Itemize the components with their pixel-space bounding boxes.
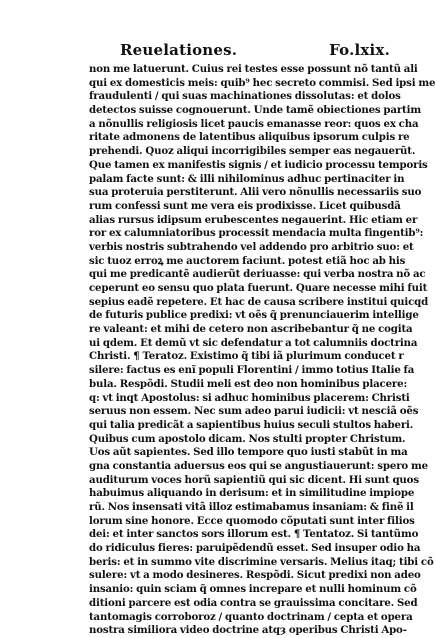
text-line: verbis nostris subtrahendo vel addendo pro arbitrio suo: et <box>89 240 414 253</box>
running-head <box>120 41 390 65</box>
text-line: sua proteruia perstiterunt. Alii vero nõnullis necessariis suo <box>89 186 422 199</box>
text-line: a nõnullis religiosis licet paucis emanasse reor: quos ex cha <box>89 117 419 130</box>
text-line: beris: et in summo vite discrimine versaris. Melius itaq; tibi cõ <box>89 555 434 568</box>
text-line: qui me predicantẽ audierũt deriuasse: qui verba nostra nõ ac <box>89 268 426 281</box>
text-line: dei: et inter sanctos sors illorum est. ¶ Tentatoz. Si tantũmo <box>89 528 419 541</box>
text-line: sepius eadẽ repetere. Et hac de causa scribere institui quicqd <box>89 295 429 308</box>
folio-number: Fo.lxix. <box>329 41 390 59</box>
text-line: tantomagis corroboroz / quanto doctrinam / cepta et opera <box>89 610 413 623</box>
text-block <box>89 63 435 637</box>
text-line: rum confessi sunt me vera eis prodixisse. Licet quibusdã <box>89 199 401 212</box>
text-line: do ridiculus fieres: paruipẽdendũ esset. Sed insuper odio ha <box>89 542 421 555</box>
text-line: Quibus cum apostolo dicam. Nos stulti propter Christum. <box>89 432 406 445</box>
text-line: ritate admonens de latentibus aliquibus ipsorum culpis re <box>89 131 410 144</box>
text-line: ror ex calumniatoribus processit mendacia multa fingentib⁹: <box>89 227 424 240</box>
text-line: non me latuerunt. Cuius rei testes esse possunt nõ tantũ ali <box>89 63 418 75</box>
text-line: Uos aũt sapientes. Sed illo tempore quo iusti stabũt in ma <box>89 446 408 459</box>
text-line: re valeant: et mihi de cetero non ascribebantur q̃ ne cogita <box>89 323 413 336</box>
text-line: alias rursus idipsum erubescentes negauerint. Hic etiam er <box>89 213 418 226</box>
text-line: seruus non essem. Nec sum adeo parui iudicii: vt nesciã oẽs <box>89 405 419 418</box>
text-line: de futuris publice predixi: vt oẽs q̃ prenunciauerim intellige <box>89 309 419 322</box>
text-line: gna constantia aduersus eos qui se angustiauerunt: spero me <box>89 459 428 472</box>
text-line: ditioni parcere est odia contra se grauissima concitare. Sed <box>89 596 418 609</box>
text-line: ceperunt eo sensu quo plata fuerunt. Quare necesse mihi fuit <box>89 282 428 294</box>
text-line: ui qdem. Et demũ vt sic defendatur a tot calumniis doctrina <box>89 336 418 349</box>
text-line: habuimus aliquando in derisum: et in similitudine impiope <box>89 487 415 500</box>
text-line: Christi. ¶ Teratoz. Existimo q̃ tibi iã plurimum conducet r <box>89 350 404 363</box>
text-line: qui talia predicãt a sapientibus huius seculi stultos haberi. <box>89 418 414 431</box>
text-line: nostra similiora video doctrine atqȝ operibus Christi Apo- <box>89 624 407 637</box>
text-line: palam facte sunt: & illi nihilominus adhuc pertinaciter in <box>89 172 405 185</box>
running-title: Reuelationes. <box>120 41 238 59</box>
text-line: lorum sine honore. Ecce quomodo cõputati sunt inter filios <box>89 514 415 527</box>
text-line: silere: factus es enĩ populi Florentini / immo totius Italie fa <box>89 364 415 377</box>
text-line: insanio: quin sciam q̃ omnes increpare et nulli hominum cõ <box>89 583 417 596</box>
text-line: fraudulenti / qui suas machinationes dissolutas: et dolos <box>89 90 401 103</box>
text-line: detectos suisse cognouerunt. Unde tamẽ obiectiones partim <box>89 104 421 117</box>
text-line: prehendi. Quoz aliqui incorrigibiles semper eas negauerũt. <box>89 145 416 158</box>
text-line: bula. Respõdi. Studii meli est deo non hominibus placere: <box>89 377 408 390</box>
text-line: q: vt inqt Apostolus: si adhuc hominibus placerem: Christi <box>89 391 410 404</box>
text-line: Que tamen ex manifestis signis / et iudicio processu temporis <box>89 158 428 171</box>
text-line: sic tuoz erroꝝ me auctorem faciunt. potest etiã hoc ab his <box>89 254 406 267</box>
text-line: sulere: vt a modo desineres. Respõdi. Sicut predixi non adeo <box>89 569 421 582</box>
text-line: auditurum voces horũ sapientiũ qui sic dicent. Hi sunt quos <box>89 473 419 486</box>
text-line: qui ex domesticis meis: quib⁹ hec secreto commisi. Sed ipsi me <box>89 76 435 89</box>
text-line: rũ. Nos insensati vitã illoz estimabamus insaniam: & finẽ il <box>89 501 414 513</box>
